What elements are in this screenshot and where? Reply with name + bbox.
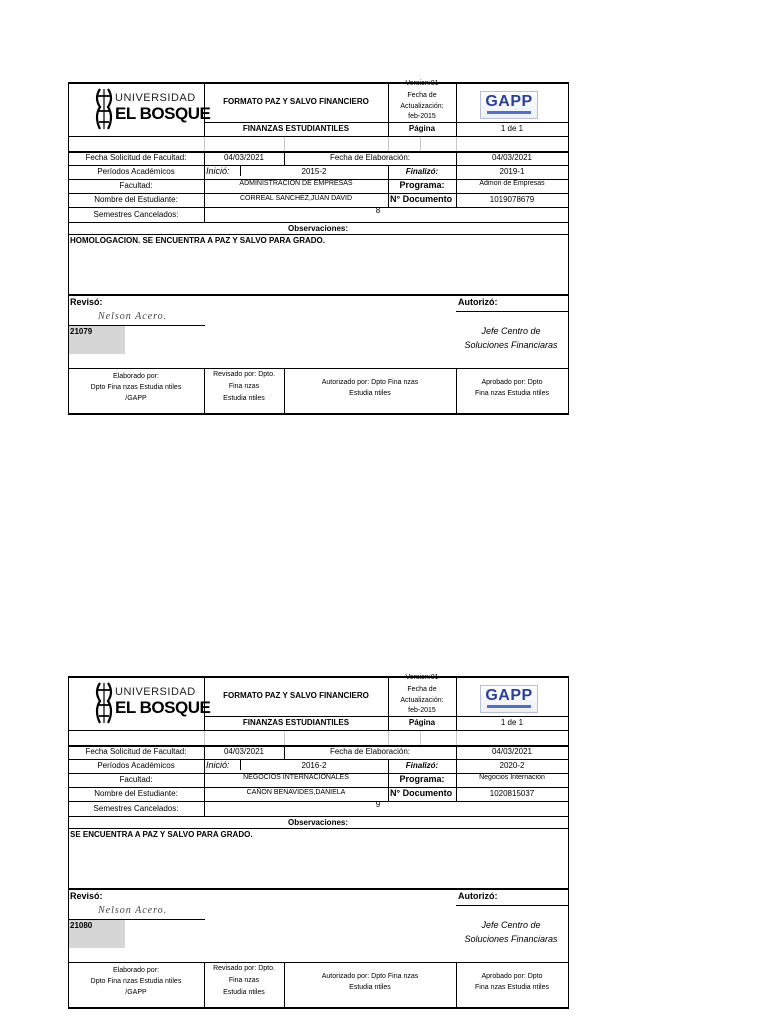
logo-line2: EL BOSQUE [115,104,211,123]
form-title: FORMATO PAZ Y SALVO FINANCIERO [223,691,369,700]
version-line4: feb-2015 [408,707,436,714]
form-subtitle: FINANZAS ESTUDIANTILES [242,718,350,727]
pagina-value: 1 de 1 [500,124,524,133]
autorizo-label: Autorizó: [458,891,498,901]
jefe-line1: Jefe Centro de [481,920,541,930]
semestres-value: 9 [375,800,381,809]
version-line1: Version:01 [405,674,439,681]
pagina-value: 1 de 1 [500,718,524,727]
gapp-logo: GAPP [480,91,538,119]
aprobado-line2: Fina nzas Estudia ntiles [475,984,549,991]
aprobado-line1: Aprobado por: Dpto [481,973,543,980]
documento-value: 1019078679 [489,195,535,204]
fecha-solicitud-label: Fecha Solicitud de Facultad: [85,153,187,162]
autorizado-line2: Estudia ntiles [349,390,391,397]
form-subtitle: FINANZAS ESTUDIANTILES [242,124,350,133]
finalizo-value: 2019-1 [499,167,525,176]
elaborado-line1: Elaborado por: [113,967,159,974]
codigo-value: 21079 [70,327,93,336]
logo-line2: EL BOSQUE [115,698,211,717]
programa-label: Programa: [399,774,445,784]
version-line1: Version:01 [405,80,439,87]
version-line2: Fecha de [407,92,437,99]
version-line4: feb-2015 [408,113,436,120]
inicio-label: Inició: [206,166,230,176]
aprobado-line1: Aprobado por: Dpto [481,379,543,386]
logo-line1: UNIVERSIDAD [115,92,196,104]
facultad-value: NEGOCIOS INTERNACIONALES [243,774,349,781]
periodos-label: Períodos Académicos [97,761,175,770]
programa-value: Admon de Empresas [479,180,545,187]
programa-label: Programa: [399,180,445,190]
reviso-label: Revisó: [70,297,103,307]
fecha-elaboracion-label: Fecha de Elaboración: [329,747,411,756]
aprobado-line2: Fina nzas Estudia ntiles [475,390,549,397]
el-bosque-emblem-icon [94,87,114,131]
periodos-label: Períodos Académicos [97,167,175,176]
semestres-label: Semestres Cancelados: [93,804,179,813]
elaborado-line2: Dpto Fina nzas Estudia ntiles [90,384,182,391]
nombre-label: Nombre del Estudiante: [94,195,178,204]
nombre-value: CORREAL SANCHEZ,JUAN DAVID [239,195,353,202]
revisado-line3: Estudia ntiles [223,395,265,402]
observaciones-value: SE ENCUENTRA A PAZ Y SALVO PARA GRADO. [70,830,253,839]
revisado-line3: Estudia ntiles [223,989,265,996]
facultad-label: Facultad: [119,181,153,190]
finalizo-value: 2020-2 [499,761,525,770]
elaborado-line2: Dpto Fina nzas Estudia ntiles [90,978,182,985]
facultad-label: Facultad: [119,775,153,784]
elaborado-line3: /GAPP [125,395,147,402]
revisor-signature: Nelson Acero. [98,311,168,322]
inicio-value: 2016-2 [301,761,327,770]
jefe-line2: Soluciones Financiaras [464,340,558,350]
paz-y-salvo-form-1 [68,82,569,414]
revisado-line1: Revisado por: Dpto. [213,371,275,378]
facultad-value: ADMINISTRACION DE EMPRESAS [239,180,353,187]
form-title: FORMATO PAZ Y SALVO FINANCIERO [223,97,369,106]
observaciones-label: Observaciones: [287,818,349,827]
finalizo-label: Finalizó: [405,167,439,176]
finalizo-label: Finalizó: [405,761,439,770]
fecha-solicitud-value: 04/03/2021 [223,153,265,162]
el-bosque-emblem-icon [94,681,114,725]
gapp-logo: GAPP [480,685,538,713]
version-line3: Actualización: [400,103,444,110]
autorizo-label: Autorizó: [458,297,498,307]
logo-line1: UNIVERSIDAD [115,686,196,698]
revisor-signature: Nelson Acero. [98,905,168,916]
inicio-value: 2015-2 [301,167,327,176]
revisado-line2: Fina nzas [228,977,260,984]
revisado-line1: Revisado por: Dpto. [213,965,275,972]
fecha-elaboracion-value: 04/03/2021 [491,153,533,162]
documento-value: 1020815037 [489,789,535,798]
jefe-line2: Soluciones Financiaras [464,934,558,944]
nombre-value: CAÑON BENAVIDES,DANIELA [246,789,346,796]
observaciones-label: Observaciones: [287,224,349,233]
documento-label: N° Documento [390,788,453,798]
observaciones-value: HOMOLOGACION. SE ENCUENTRA A PAZ Y SALVO PARA GRADO. [70,236,325,245]
programa-value: Negocios Internacion [479,774,545,781]
revisado-line2: Fina nzas [228,383,260,390]
version-line3: Actualización: [400,697,444,704]
fecha-elaboracion-value: 04/03/2021 [491,747,533,756]
version-line2: Fecha de [407,686,437,693]
fecha-solicitud-value: 04/03/2021 [223,747,265,756]
nombre-label: Nombre del Estudiante: [94,789,178,798]
autorizado-line1: Autorizado por: Dpto Fina nzas [321,973,419,980]
pagina-label: Página [408,718,436,727]
fecha-solicitud-label: Fecha Solicitud de Facultad: [85,747,187,756]
fecha-elaboracion-label: Fecha de Elaboración: [329,153,411,162]
documento-label: N° Documento [390,194,453,204]
university-logo [68,82,211,136]
university-logo [68,676,211,730]
elaborado-line3: /GAPP [125,989,147,996]
semestres-label: Semestres Cancelados: [93,210,179,219]
autorizado-line2: Estudia ntiles [349,984,391,991]
jefe-line1: Jefe Centro de [481,326,541,336]
semestres-value: 8 [375,206,381,215]
autorizado-line1: Autorizado por: Dpto Fina nzas [321,379,419,386]
pagina-label: Página [408,124,436,133]
paz-y-salvo-form-2 [68,676,569,1008]
reviso-label: Revisó: [70,891,103,901]
codigo-value: 21080 [70,921,93,930]
inicio-label: Inició: [206,760,230,770]
elaborado-line1: Elaborado por: [113,373,159,380]
